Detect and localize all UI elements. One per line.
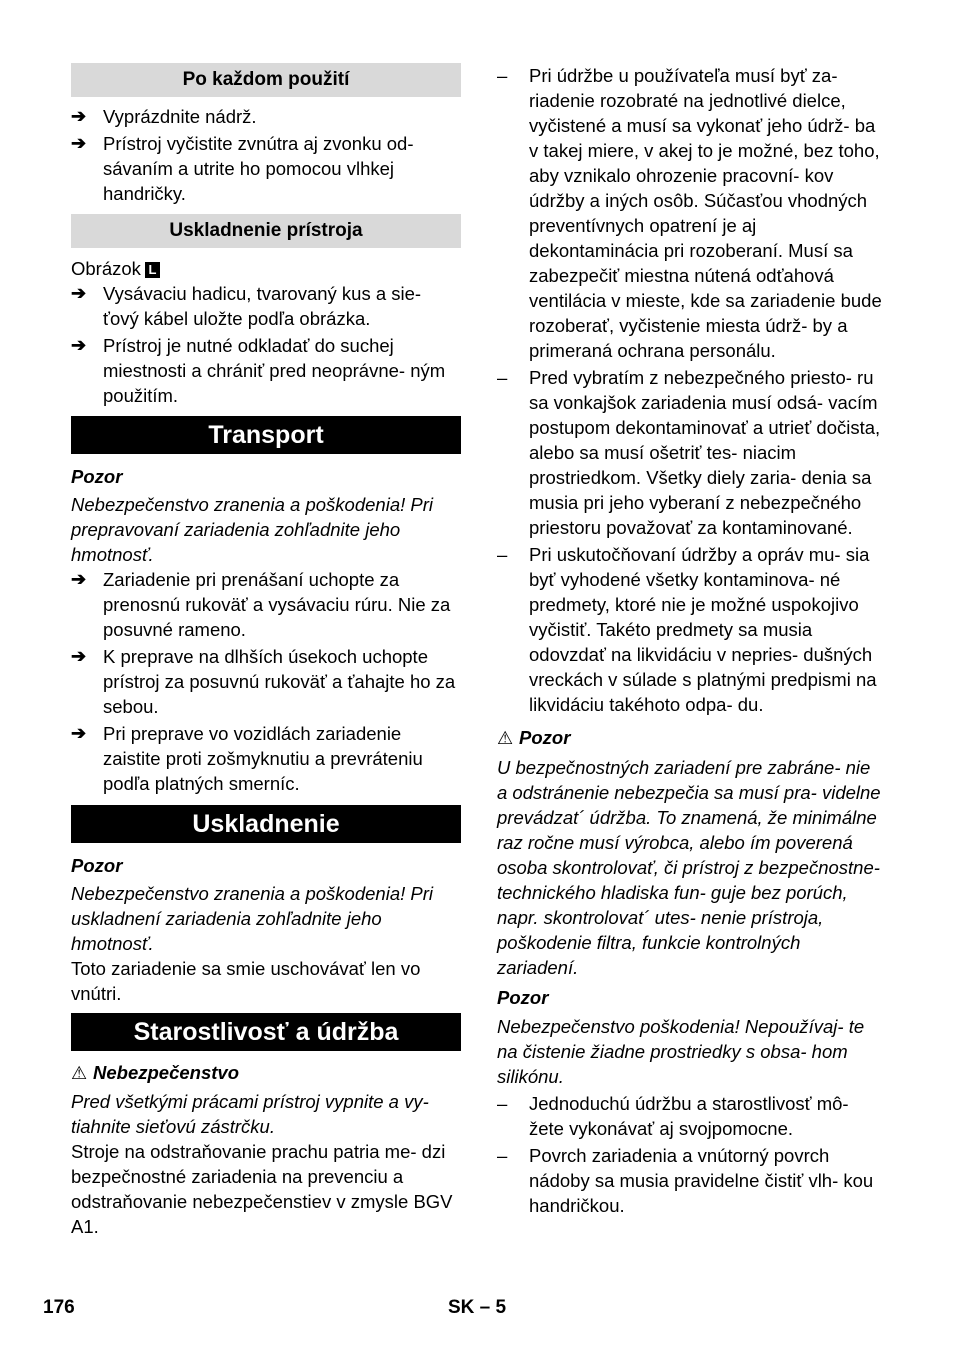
list-item: ➔ Prístroj je nutné odkladať do suchej miestnosti a chrániť pred neoprávne- ným použitím. — [71, 335, 446, 406]
section-heading-storage: Uskladnenie — [71, 805, 461, 843]
caution-text: Nebezpečenstvo zranenia a poškodenia! Pri uskladnení zariadenia zohľadnite jeho hmotnosť. — [71, 883, 434, 954]
arrow-right-icon: ➔ — [71, 569, 87, 589]
list-item: – Povrch zariadenia a vnútorný povrch nádoby sa musia pravidelne čistiť vlh- kou handričkou. — [497, 1145, 874, 1216]
caution-label: Pozor — [71, 855, 123, 876]
storage-text: Toto zariadenie sa smie uschovávať len vo vnútri. — [71, 958, 421, 1004]
dash-bullet-icon: – — [497, 1093, 508, 1114]
dash-bullet-icon: – — [497, 367, 508, 388]
caution-text: Nebezpečenstvo poškodenia! Nepoužívaj- te na čistenie žiadne prostriedky s obsa- hom silikónu. — [497, 1016, 865, 1087]
arrow-right-icon: ➔ — [71, 283, 87, 303]
caution-text: U bezpečnostných zariadení pre zabráne- nie a odstránenie nebezpečia sa musí pra- videlne prevádzat´ údržba. To znamená, že minimálne raz ročne musí výrobca, alebo ím poverená osoba skontrolovať, či prístroj z bezpečnostne-technického hladiska fun- guje bez porúch, napr. skontrolovat´ utes- nenie prístroja, poškodenie filtra, funkcie kontrolných zariadení. — [497, 757, 881, 978]
arrow-right-icon: ➔ — [71, 106, 87, 126]
list-item: ➔ Vyprázdnite nádrž. — [71, 106, 257, 127]
arrow-right-icon: ➔ — [71, 133, 87, 153]
list-item: ➔ Zariadenie pri prenášaní uchopte za prenosnú rukoväť a vysávaciu rúru. Nie za posuvné rameno. — [71, 569, 451, 640]
list-item: ➔ Pri preprave vo vozidlách zariadenie zaistite proti zošmyknutiu a prevráteniu podľa platných smerníc. — [71, 723, 423, 794]
right-column — [497, 63, 885, 1218]
caution-text: Nebezpečenstvo zranenia a poškodenia! Pri prepravovaní zariadenia zohľadnite jeho hmotnosť. — [71, 494, 434, 565]
list-item: – Pri údržbe u používateľa musí byť za- riadenie rozobraté na jednotlivé dielce, vyčistené a musí sa vykonať jeho údrž- ba v takej miere, v akej to je možné, bez toho, aby vznikalo ohrozenie pracovní- kov údržby a iných osôb. Súčasťou vhodných preventívnych opatrení je aj dekontaminácia pri rozoberaní. Musí sa zabezpečiť miestna nútená odťahová ventilácia v mieste, kde sa zariadenie bude rozoberať, vyčistenie miesta údrž- by a primeraná ochrana personálu. — [497, 65, 882, 361]
section-heading-transport: Transport — [71, 416, 461, 454]
caution-label: Pozor — [497, 987, 549, 1008]
section-heading-storage-device: Uskladnenie prístroja — [71, 214, 461, 248]
warning-triangle-icon: ⚠ — [497, 728, 514, 748]
dash-bullet-icon: – — [497, 544, 508, 565]
arrow-right-icon: ➔ — [71, 646, 87, 666]
danger-label-line: ⚠ Nebezpečenstvo — [71, 1060, 461, 1086]
arrow-right-icon: ➔ — [71, 335, 87, 355]
figure-letter-badge: L — [145, 262, 160, 278]
section-marker: SK – 5 — [448, 1297, 507, 1318]
list-item: ➔ Prístroj vyčistite zvnútra aj zvonku od- sávaním a utrite ho pomocou vlhkej handričky. — [71, 133, 414, 204]
list-item: – Pri uskutočňovaní údržby a opráv mu- sia byť vyhodené všetky kontaminova- né predmety, ktoré nie je možné uspokojivo vyčistiť. Takéto predmety sa musia odovzdať na likvidáciu v nepries- dušných vreckách v súlade s platnými predpismi na likvidáciu takéhoto odpa- du. — [497, 544, 877, 715]
dash-bullet-icon: – — [497, 1145, 508, 1166]
warning-triangle-icon: ⚠ — [71, 1063, 88, 1083]
caution-label-line: ⚠ Pozor — [497, 725, 885, 751]
figure-reference: Obrázok L — [71, 256, 461, 281]
caution-label: Pozor — [71, 466, 123, 487]
left-column — [71, 63, 461, 1239]
arrow-right-icon: ➔ — [71, 723, 87, 743]
section-heading-maintenance: Starostlivosť a údržba — [71, 1013, 461, 1051]
danger-text: Pred všetkými prácami prístroj vypnite a vy- tiahnite sieťovú zástrčku. — [71, 1091, 429, 1137]
maintenance-text: Stroje na odstraňovanie prachu patria me- dzi bezpečnostné zariadenia na prevenciu a odstraňovanie nebezpečenstiev v zmysle BGV A1. — [71, 1141, 453, 1237]
page-number: 176 — [43, 1297, 75, 1318]
list-item: ➔ Vysávaciu hadicu, tvarovaný kus a sie- ťový kábel uložte podľa obrázka. — [71, 283, 422, 329]
section-heading-after-use: Po každom použití — [71, 63, 461, 97]
list-item: – Jednoduchú údržbu a starostlivosť mô- žete vykonávať aj svojpomocne. — [497, 1093, 849, 1139]
dash-bullet-icon: – — [497, 65, 508, 86]
list-item: – Pred vybratím z nebezpečného priesto- ru sa vonkajšok zariadenia musí odsá- vacím postupom dekontaminovať a utrieť dočista, alebo sa musí ošetriť tes- niacim prostriedkom. Všetky diely zaria- denia sa musia pri jeho vyberaní z nebezpečného priestoru považovať za kontaminované. — [497, 367, 881, 538]
list-item: ➔ K preprave na dlhších úsekoch uchopte prístroj za posuvnú rukoväť a ťahajte ho za sebou. — [71, 646, 456, 717]
